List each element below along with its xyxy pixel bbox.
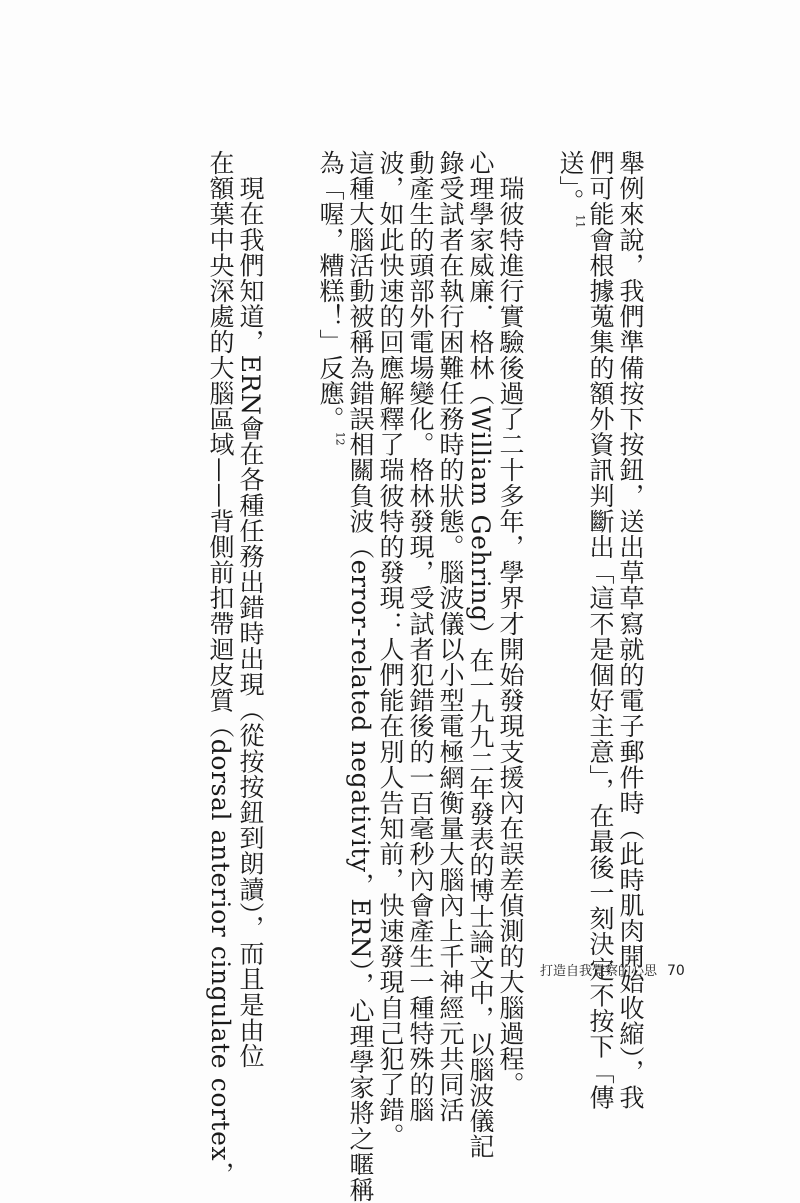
text-column-2: 們可能會根據蒐集的額外資訊判斷出「這不是個好主意」，在最後一刻決定不按下「傳 (586, 150, 615, 1111)
text-column-9: 這種大腦活動被稱為錯誤相關負波（error-related negativity，ERN），心理學家將之暱稱 (346, 150, 375, 1203)
page-footer (540, 960, 685, 979)
text-column-10: 為「喔，糟糕！」反應。$^{12}$ (316, 150, 347, 446)
text-column-12: 在額葉中央深處的大腦區域——背側前扣帶迴皮質（dorsal anterior cingulate cortex， (206, 150, 235, 1187)
text-column-6: 錄受試者在執行困難任務時的狀態。腦波儀以小型電極網衡量大腦內上千神經元共同活 (436, 150, 465, 1123)
text-column-5: 心理學家威廉．格林（William Gehring）在一九九二年發表的博士論文中，以腦波儀記 (466, 150, 495, 1160)
text-column-1: 舉例來說，我們準備按下按鈕，送出草草寫就的電子郵件時（此時肌肉開始收縮），我 (616, 150, 645, 1111)
text-column-8: 波，如此快速的回應解釋了瑞彼特的發現：人們能在別人告知前，快速發現自己犯了錯。 (376, 150, 405, 1149)
text-column-7: 動產生的頭部外電場變化。格林發現，受試者犯錯後的一百毫秒內會產生一種特殊的腦 (406, 150, 435, 1123)
footnote-marker: 11 (573, 214, 587, 229)
text-column-3: 送」。$^{11}$ (556, 150, 587, 229)
text-column-4: 瑞彼特進行實驗後過了二十多年，學界才開始發現支援內在誤差偵測的大腦過程。 (496, 150, 525, 1098)
page-number: 70 (667, 963, 685, 979)
text-column-11: 現在我們知道，ERN會在各種任務出錯時出現（從按按鈕到朗讀），而且是由位 (236, 150, 265, 1069)
running-title: 打造自我覺察的心思 (540, 964, 658, 979)
footnote-marker: 12 (333, 431, 347, 446)
